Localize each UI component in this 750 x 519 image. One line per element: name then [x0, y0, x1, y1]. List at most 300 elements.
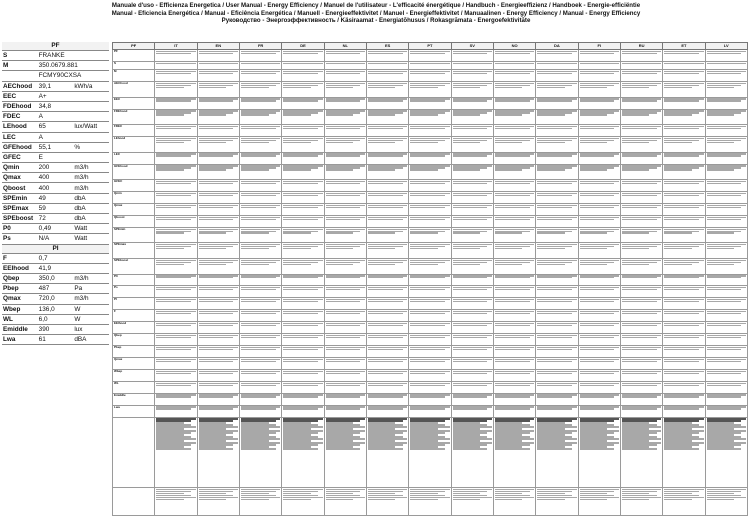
grid-cell-text — [663, 61, 705, 69]
text-line — [326, 337, 361, 338]
text-line — [326, 349, 361, 350]
text-line — [495, 114, 523, 115]
column-header: DE — [282, 43, 324, 50]
text-line — [537, 195, 572, 196]
fiche-row — [2, 163, 109, 173]
grid-cell-text — [578, 152, 620, 164]
text-line — [241, 53, 276, 54]
grid-cell-text — [409, 152, 451, 164]
grid-cell-text — [620, 417, 662, 487]
text-line — [580, 195, 615, 196]
fiche-value: E — [38, 152, 74, 162]
grid-cell-text — [620, 61, 662, 69]
text-line — [241, 301, 276, 302]
text-line — [453, 100, 488, 101]
text-line — [537, 73, 572, 74]
grid-cell-text — [282, 137, 324, 153]
text-line — [495, 349, 530, 350]
grid-cell-text — [536, 227, 578, 243]
text-line — [537, 277, 572, 278]
grid-cell-text — [282, 192, 324, 204]
fiche-row — [2, 61, 109, 71]
grid-cell-text — [493, 227, 535, 243]
grid-row — [113, 204, 748, 216]
text-line — [622, 264, 650, 265]
text-line — [580, 169, 608, 170]
grid-cell-text — [705, 274, 747, 286]
text-line — [283, 195, 318, 196]
grid-cell-text — [663, 180, 705, 192]
grid-cell-text — [578, 243, 620, 259]
text-line — [580, 87, 608, 88]
grid-cell-text — [578, 215, 620, 227]
grid-row — [113, 152, 748, 164]
grid-cell-text — [366, 125, 408, 137]
text-line — [199, 169, 227, 170]
grid-cell-text — [493, 215, 535, 227]
text-line — [622, 448, 657, 449]
grid-row — [113, 243, 748, 259]
text-line — [580, 499, 608, 500]
text-line — [495, 232, 523, 233]
text-line — [537, 232, 565, 233]
grid-cell-text — [493, 82, 535, 98]
grid-cell-text — [663, 322, 705, 334]
text-line — [622, 385, 657, 386]
grid-cell-text — [705, 227, 747, 243]
text-line — [495, 289, 530, 290]
grid-cell-text — [324, 243, 366, 259]
grid-cell-text — [620, 180, 662, 192]
grid-cell-text — [409, 417, 451, 487]
grid-cell-text — [536, 109, 578, 125]
grid-cell-text — [282, 204, 324, 216]
text-line — [283, 142, 311, 143]
text-line — [156, 53, 191, 54]
grid-cell-text — [493, 286, 535, 298]
text-line — [664, 155, 699, 156]
grid-cell-text — [663, 50, 705, 62]
text-line — [537, 385, 572, 386]
grid-cell-text — [239, 381, 281, 393]
grid-cell-text — [409, 370, 451, 382]
grid-cell-text — [620, 334, 662, 346]
text-line — [368, 408, 403, 409]
text-line — [326, 87, 354, 88]
grid-cell-text — [578, 381, 620, 393]
grid-cell-text — [620, 70, 662, 82]
grid-cell-text — [578, 334, 620, 346]
grid-cell-text — [705, 405, 747, 417]
text-line — [707, 396, 742, 397]
grid-cell-text — [155, 109, 197, 125]
fiche-key: LEC — [2, 132, 38, 142]
grid-cell-text — [620, 137, 662, 153]
grid-cell-text — [366, 381, 408, 393]
grid-cell-text — [239, 50, 281, 62]
text-line — [241, 313, 276, 314]
grid-cell-text — [620, 152, 662, 164]
text-line — [241, 396, 276, 397]
grid-row — [113, 192, 748, 204]
grid-cell-text — [493, 488, 535, 516]
grid-cell-text — [197, 180, 239, 192]
grid-cell-text — [451, 204, 493, 216]
grid-cell-text — [663, 358, 705, 370]
grid-cell-text — [578, 125, 620, 137]
grid-cell-text — [536, 61, 578, 69]
text-line — [410, 232, 438, 233]
text-line — [283, 114, 311, 115]
fiche-row — [2, 314, 109, 324]
text-line — [495, 313, 530, 314]
text-line — [283, 73, 318, 74]
grid-cell-text — [493, 298, 535, 310]
grid-cell-text — [155, 286, 197, 298]
grid-cell-text — [451, 125, 493, 137]
grid-cell-text — [324, 70, 366, 82]
text-line — [622, 207, 657, 208]
grid-cell-text — [366, 393, 408, 405]
text-line — [199, 408, 234, 409]
grid-cell-text — [155, 215, 197, 227]
grid-cell-text — [366, 322, 408, 334]
fiche-value: 200 — [38, 163, 74, 173]
text-line — [664, 337, 699, 338]
text-line — [326, 219, 361, 220]
grid-cell-text — [409, 346, 451, 358]
fiche-unit: Watt — [73, 224, 109, 234]
text-line — [156, 349, 191, 350]
grid-cell-text — [366, 137, 408, 153]
text-line — [410, 183, 445, 184]
text-line — [664, 301, 699, 302]
fiche-key: AEChood — [2, 81, 38, 91]
text-line — [283, 396, 318, 397]
text-line — [326, 155, 361, 156]
text-line — [537, 114, 565, 115]
text-line — [199, 289, 234, 290]
text-line — [368, 63, 407, 64]
grid-cell-text — [155, 164, 197, 180]
grid-cell-text — [451, 137, 493, 153]
grid-cell-text — [197, 258, 239, 274]
text-line — [537, 248, 565, 249]
grid-cell-text — [155, 274, 197, 286]
grid-cell-text — [451, 393, 493, 405]
text-line — [580, 277, 615, 278]
grid-cell-text — [705, 180, 747, 192]
text-line — [410, 448, 445, 449]
grid-cell-text — [620, 50, 662, 62]
grid-cell-text — [197, 61, 239, 69]
text-line — [283, 232, 311, 233]
fiche-key: GFEhood — [2, 142, 38, 152]
grid-cell-text — [282, 215, 324, 227]
grid-cell-text — [620, 109, 662, 125]
fiche-unit: lux/Watt — [73, 122, 109, 132]
grid-cell-text — [239, 204, 281, 216]
grid-cell-text — [366, 243, 408, 259]
grid-cell-text — [197, 322, 239, 334]
grid-cell-text — [451, 243, 493, 259]
text-line — [241, 337, 276, 338]
text-line — [580, 114, 608, 115]
column-header: EN — [197, 43, 239, 50]
text-line — [580, 361, 615, 362]
grid-cell-text — [536, 204, 578, 216]
fiche-value: 49 — [38, 193, 74, 203]
text-line — [199, 87, 227, 88]
grid-cell-text — [197, 417, 239, 487]
text-line — [156, 207, 191, 208]
text-line — [580, 325, 615, 326]
grid-cell-text — [493, 180, 535, 192]
grid-cell-text — [282, 346, 324, 358]
grid-cell-text — [282, 82, 324, 98]
header-line-2: Manual - Eficiencia Energética / Manual - Eficiência Energética / Manuell - Energieeffektivitet / Manuel - Energieffektivitet / Manuaalinen - Energy Efficiency / Manual - Energy Efficiency — [111, 9, 641, 17]
grid-cell-text — [663, 192, 705, 204]
grid-cell-text — [324, 215, 366, 227]
text-line — [453, 73, 488, 74]
text-line — [241, 87, 269, 88]
grid-cell-text — [197, 298, 239, 310]
text-line — [283, 277, 318, 278]
grid-cell-text — [409, 137, 451, 153]
grid-row-key: Emiddle — [113, 393, 155, 405]
grid-row-key: GFEC — [113, 180, 155, 192]
text-line — [410, 53, 445, 54]
text-line — [707, 142, 735, 143]
grid-cell-text — [324, 381, 366, 393]
text-line — [283, 349, 318, 350]
text-line — [199, 301, 234, 302]
grid-row — [113, 488, 748, 516]
grid-cell-text — [282, 61, 324, 69]
grid-cell-text — [324, 125, 366, 137]
text-line — [622, 155, 657, 156]
grid-cell-text — [197, 346, 239, 358]
text-line — [199, 277, 234, 278]
fiche-key: EEC — [2, 91, 38, 101]
text-line — [622, 277, 657, 278]
text-line — [495, 155, 530, 156]
text-line — [368, 183, 403, 184]
fiche-unit — [73, 112, 109, 122]
fiche-row — [2, 203, 109, 213]
grid-row-key: Qboost — [113, 215, 155, 227]
text-line — [410, 207, 445, 208]
grid-row-key: P0 — [113, 274, 155, 286]
fiche-value: 390 — [38, 324, 74, 334]
grid-cell-text — [536, 358, 578, 370]
grid-cell-text — [663, 164, 705, 180]
grid-cell-text — [451, 334, 493, 346]
grid-cell-text — [197, 50, 239, 62]
fiche-row — [2, 253, 109, 263]
text-line — [537, 87, 565, 88]
fiche-unit — [73, 61, 109, 71]
text-line — [283, 448, 318, 449]
grid-cell-text — [197, 405, 239, 417]
text-line — [707, 301, 742, 302]
grid-cell-text — [155, 488, 197, 516]
fiche-key: WL — [2, 314, 38, 324]
text-line — [326, 100, 361, 101]
grid-cell-text — [282, 70, 324, 82]
text-line — [410, 248, 438, 249]
text-line — [453, 207, 488, 208]
text-line — [664, 385, 699, 386]
grid-cell-text — [324, 50, 366, 62]
grid-cell-text — [536, 152, 578, 164]
text-line — [326, 248, 354, 249]
grid-cell-text — [197, 70, 239, 82]
grid-cell-text — [536, 180, 578, 192]
fiche-unit — [73, 101, 109, 111]
grid-row — [113, 274, 748, 286]
text-line — [707, 337, 742, 338]
header-line-3: Руководство - Энергоэффективность / Käsiraamat - Energiatõhusus / Rokasgrāmata - Energoefektivitāte — [221, 17, 531, 25]
grid-cell-text — [578, 227, 620, 243]
text-line — [283, 53, 318, 54]
grid-cell-text — [493, 243, 535, 259]
text-line — [283, 361, 318, 362]
grid-cell-text — [663, 258, 705, 274]
text-line — [368, 337, 403, 338]
text-line — [453, 114, 481, 115]
fiche-row — [2, 173, 109, 183]
text-line — [580, 289, 615, 290]
text-line — [156, 373, 191, 374]
grid-cell-text — [451, 82, 493, 98]
text-line — [283, 289, 318, 290]
fiche-row — [2, 112, 109, 122]
grid-row-key: FDEhood — [113, 109, 155, 125]
grid-cell-text — [239, 137, 281, 153]
text-line — [241, 128, 276, 129]
text-line — [537, 289, 572, 290]
grid-cell-text — [409, 393, 451, 405]
text-line — [537, 155, 572, 156]
grid-cell-text — [451, 70, 493, 82]
fiche-value: 41,9 — [38, 263, 74, 273]
grid-cell-text — [366, 334, 408, 346]
text-line — [453, 169, 481, 170]
text-line — [707, 195, 742, 196]
text-line — [241, 373, 276, 374]
grid-cell-text — [409, 227, 451, 243]
grid-row-key: GFEhood — [113, 164, 155, 180]
text-line — [199, 325, 234, 326]
grid-cell-text — [155, 70, 197, 82]
grid-cell-text — [536, 192, 578, 204]
grid-cell-text — [155, 125, 197, 137]
grid-row — [113, 310, 748, 322]
fiche-unit: % — [73, 142, 109, 152]
text-line — [283, 169, 311, 170]
grid-row-key: S — [113, 61, 155, 69]
grid-row-key: Lwa — [113, 405, 155, 417]
grid-cell-text — [620, 381, 662, 393]
text-line — [453, 142, 481, 143]
text-line — [368, 361, 403, 362]
text-line — [241, 499, 269, 500]
grid-cell-text — [578, 346, 620, 358]
grid-cell-text — [705, 393, 747, 405]
text-line — [199, 313, 234, 314]
fiche-key: Emiddle — [2, 324, 38, 334]
grid-cell-text — [366, 358, 408, 370]
fiche-row — [2, 81, 109, 91]
fiche-key: F — [2, 253, 38, 263]
grid-cell-text — [282, 488, 324, 516]
text-line — [580, 219, 615, 220]
fiche-value: 400 — [38, 173, 74, 183]
text-line — [707, 128, 742, 129]
text-line — [495, 169, 523, 170]
grid-cell-text — [282, 381, 324, 393]
column-header: NO — [493, 43, 535, 50]
text-line — [664, 219, 699, 220]
text-line — [453, 361, 488, 362]
grid-cell-text — [197, 488, 239, 516]
text-line — [707, 114, 735, 115]
grid-cell-text — [409, 405, 451, 417]
grid-row — [113, 417, 748, 487]
text-line — [707, 349, 742, 350]
grid-row — [113, 358, 748, 370]
grid-cell-text — [493, 125, 535, 137]
text-line — [283, 128, 318, 129]
text-line — [537, 499, 565, 500]
grid-cell-text — [578, 298, 620, 310]
grid-cell-text — [620, 358, 662, 370]
grid-row-key: Qmax — [113, 358, 155, 370]
text-line — [156, 408, 191, 409]
text-line — [326, 373, 361, 374]
grid-cell-text — [705, 82, 747, 98]
fiche-unit: dbA — [73, 214, 109, 224]
text-line — [537, 301, 572, 302]
text-line — [495, 207, 530, 208]
grid-cell-text — [324, 405, 366, 417]
grid-cell-text — [155, 61, 197, 69]
text-line — [495, 499, 523, 500]
grid-cell-text — [324, 298, 366, 310]
text-line — [156, 361, 191, 362]
grid-cell-text — [493, 258, 535, 274]
text-line — [622, 349, 657, 350]
grid-cell-text — [705, 358, 747, 370]
grid-cell-text — [155, 258, 197, 274]
grid-row-key: F — [113, 310, 155, 322]
text-line — [707, 63, 746, 64]
text-line — [199, 349, 234, 350]
column-header: PF — [113, 43, 155, 50]
text-line — [283, 155, 318, 156]
fiche-value: 34,8 — [38, 101, 74, 111]
grid-cell-text — [578, 204, 620, 216]
grid-cell-text — [239, 243, 281, 259]
text-line — [283, 264, 311, 265]
text-line — [622, 325, 657, 326]
grid-cell-text — [493, 204, 535, 216]
grid-cell-text — [409, 192, 451, 204]
text-line — [156, 155, 191, 156]
grid-cell-text — [409, 164, 451, 180]
text-line — [410, 114, 438, 115]
